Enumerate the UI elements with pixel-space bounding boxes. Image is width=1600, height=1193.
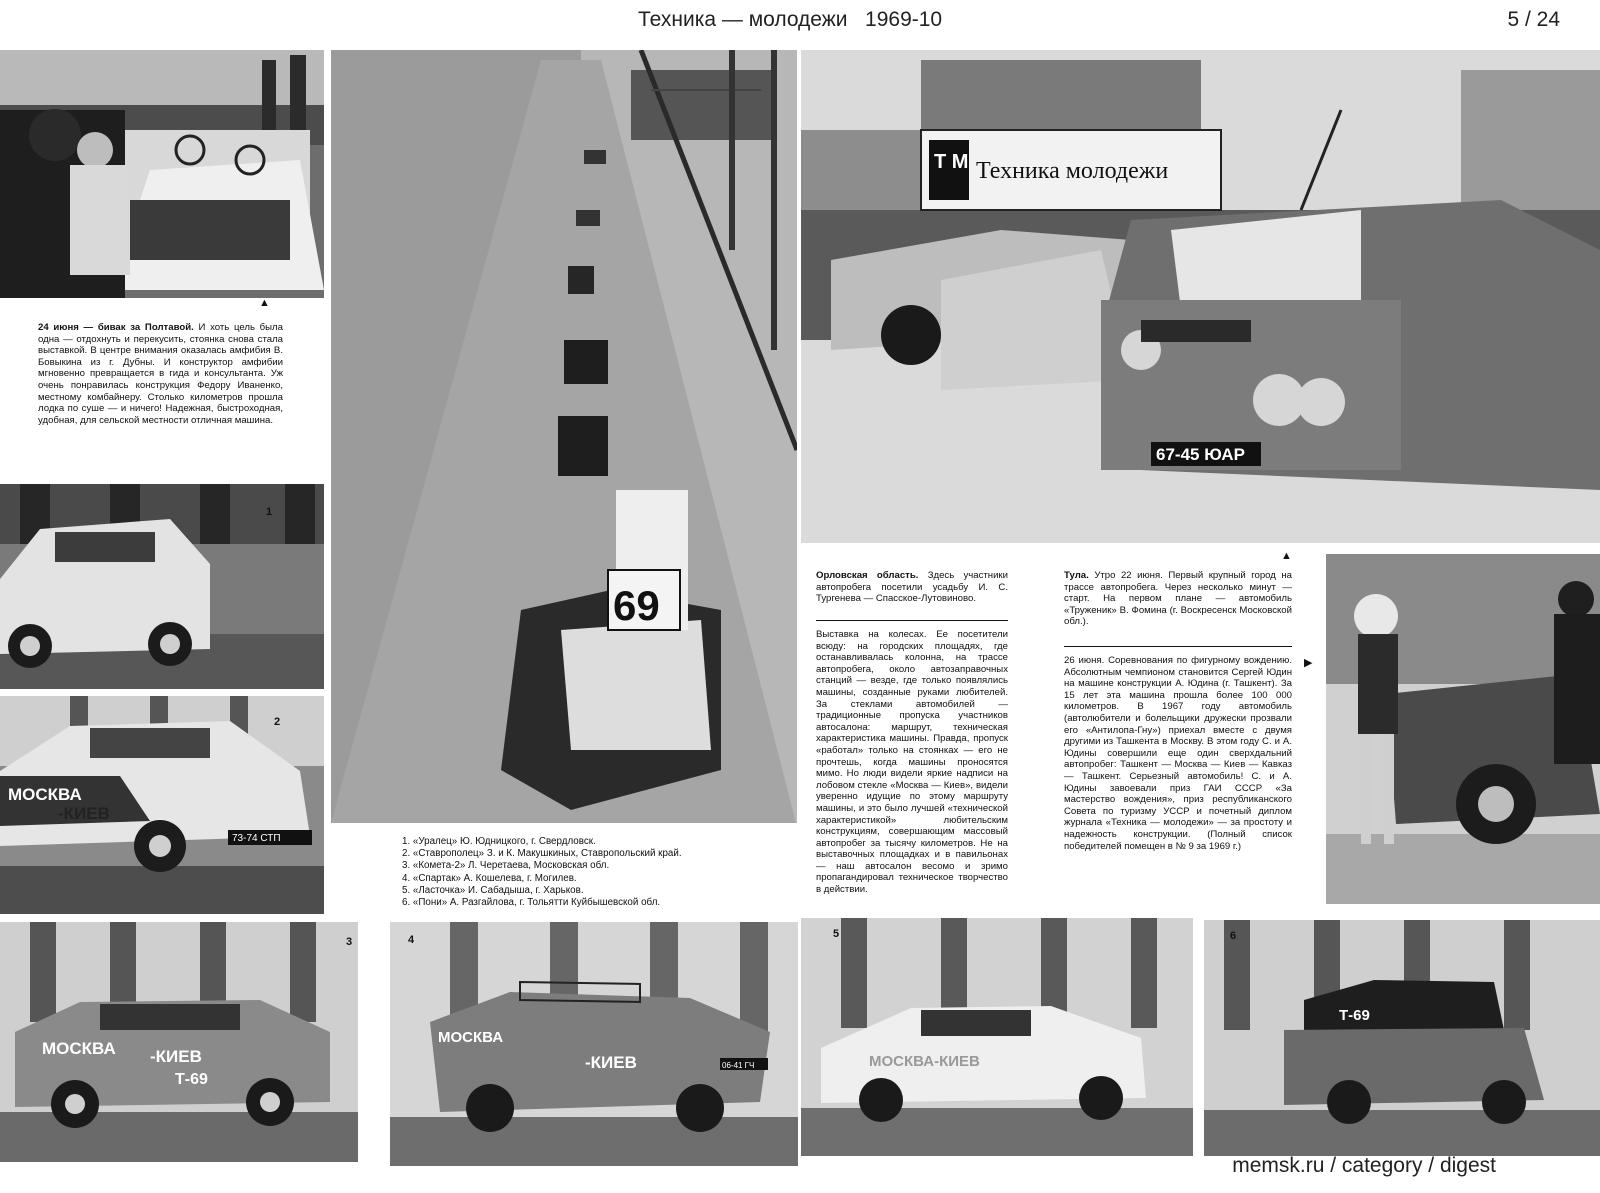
photo-number-2: 2 (274, 716, 281, 728)
photo-4-text-moskva: МОСКВА (438, 1029, 504, 1046)
photo-4-plate: 06-41 ГЧ (722, 1061, 755, 1070)
divider-rule (816, 620, 1008, 621)
photo-6-pony (1204, 920, 1600, 1156)
article-orlov (816, 570, 1008, 605)
photo-convoy-start-number: 69 (613, 582, 660, 629)
photo-1-uralets (0, 484, 324, 689)
photo-road-convoy (331, 50, 797, 823)
photo-billboard-logo: Т М (934, 151, 969, 173)
photo-3-text-moskva: МОСКВА (42, 1039, 116, 1058)
article-orlov-body: Здесь участники автопробега посетили усадьбу И. С. Тургенева — Спасское-Лутовиново. (816, 570, 1008, 605)
page-header-title: Техника — молодежи 1969-10 (638, 8, 943, 31)
article-tula (1064, 570, 1292, 628)
photo-4-text-kiev: -КИЕВ (585, 1053, 637, 1072)
arrow-right-icon: ▶ (1304, 657, 1313, 669)
caption-3: 3. «Комета-2» Л. Черетаева, Московская обл. (402, 860, 610, 872)
article-tula-lead: Тула. (1064, 570, 1089, 581)
caption-4: 4. «Спартак» А. Кошелева, г. Могилев. (402, 872, 577, 884)
photo-van-plate: 67-45 ЮАР (1156, 445, 1245, 464)
article-vystavka (816, 629, 1008, 896)
photo-2-text-moskva: МОСКВА (8, 785, 82, 804)
arrow-up-icon: ▲ (1281, 550, 1292, 562)
photo-5-lastochka (801, 918, 1193, 1156)
photo-4-spartak (390, 922, 798, 1166)
caption-5: 5. «Ласточка» И. Сабадыша, г. Харьков. (402, 884, 584, 896)
article-bivak (38, 322, 283, 426)
photo-billboard-text: Техника молодежи (976, 158, 1169, 184)
photo-number-6: 6 (1230, 930, 1237, 942)
photo-number-3: 3 (346, 936, 353, 948)
photo-number-4: 4 (408, 934, 415, 946)
photo-2-text-kiev: -КИЕВ (58, 804, 110, 823)
divider-rule (1064, 646, 1292, 647)
photo-number-5: 5 (833, 928, 840, 940)
photo-number-1: 1 (266, 506, 273, 518)
photo-2-plate: 73-74 СТП (232, 833, 281, 844)
caption-1: 1. «Уралец» Ю. Юдницкого, г. Свердловск. (402, 836, 596, 847)
caption-6: 6. «Пони» А. Разгайлова, г. Тольятти Куйбышевской обл. (402, 897, 661, 909)
article-tula-body: Утро 22 июня. Первый крупный город на трассе автопробега. Через несколько минут — старт. На первом плане — автомобиль «Труженик» В. Фомина (г. Воскресенск Московской обл.). (1064, 570, 1292, 628)
article-vystavka-body: Выставка на колесах. Ее посетители всюду: на городских площадях, где останавливалась колонна, на трассе автопробега, около автозаправочных станций — везде, где только появлялись машины, созданные руками любителей. За стеклами автомобилей — традиционные пропуска участников автосалона: маршрут, техническая характеристика машины. Правда, пропуск «работал» только на стоянках — его не прочтешь, когда машины проносятся мимо. Но люди видели яркие надписи на лобовом стекле «Москва — Киев», видели уверенно идущие по этому маршруту машины, и это было лучшей «технической характеристикой» любительским конструкциям, совершающим массовый автопробег за тысячу километров. Не на выставочных площадках и в павильонах — наш автосалон весомо и зримо пропагандировал техническое творчество в действии. (816, 629, 1008, 896)
article-june26-body: 26 июня. Соревнования по фигурному вождению. Абсолютным чемпионом становится Сергей Юдин на машине конструкции А. Юдина (г. Ташкент). За 15 лет эта машина прошла более 100 000 километров. В 1967 году автомобиль (автолюбители и болельщики дружески прозвали его «Антилопа-Гну») приехал вместе с двумя другими из Ташкента в Москву. В этом году С. и А. Юдины совершили еще один сверхдальний автопробег: Ташкент — Москва — Киев — Кавказ — Ташкент. Серьезный автомобиль! С. и А. Юдины завоевали приз ГАИ СССР «За мастерство вождения», приз республиканского Совета по туризму УССР и почетный диплом журнала «Техника — молодежи» — за простоту и надежность конструкции. (Полный список победителей помещен в № 9 за 1969 г.) (1064, 655, 1292, 852)
photo-2-stavropolets (0, 696, 324, 914)
article-june26 (1064, 655, 1292, 852)
photo-antilopa-gnu (1326, 554, 1600, 904)
photo-3-text-t69: Т-69 (175, 1071, 208, 1088)
article-orlov-lead: Орловская область. (816, 570, 919, 581)
arrow-up-icon: ▲ (259, 297, 270, 309)
photo-6-text-t69: Т-69 (1339, 1007, 1370, 1024)
photo-5-text: МОСКВА-КИЕВ (869, 1053, 980, 1070)
caption-2: 2. «Ставрополец» З. и К. Макушкиных, Ставропольский край. (402, 848, 682, 860)
photo-3-text-kiev: -КИЕВ (150, 1047, 202, 1066)
page-counter: 5 / 24 (1507, 8, 1560, 31)
photo-amphibian-bivouac (0, 50, 324, 298)
article-bivak-body: И хоть цель была одна — отдохнуть и перекусить, стоянка снова стала выставкой. В центре внимания оказалась амфибия В. Бовыкина из г. Дубны. И конструктор амфибии мгновенно превращается в гида и консультанта. Уж очень понравилась конструкция Федору Иваненко, местному комбайнеру. Столько километров прошла лодка по суше — и ничего! Надежная, быстроходная, удобная, для сельской местности отличная машина. (38, 322, 283, 426)
footer-site-path: memsk.ru / category / digest (1232, 1154, 1496, 1177)
photo-caption-list (402, 836, 782, 909)
article-bivak-lead: 24 июня — бивак за Полтавой. (38, 322, 194, 333)
photo-3-kometa-2 (0, 922, 358, 1162)
photo-tula-start-van (801, 50, 1600, 543)
